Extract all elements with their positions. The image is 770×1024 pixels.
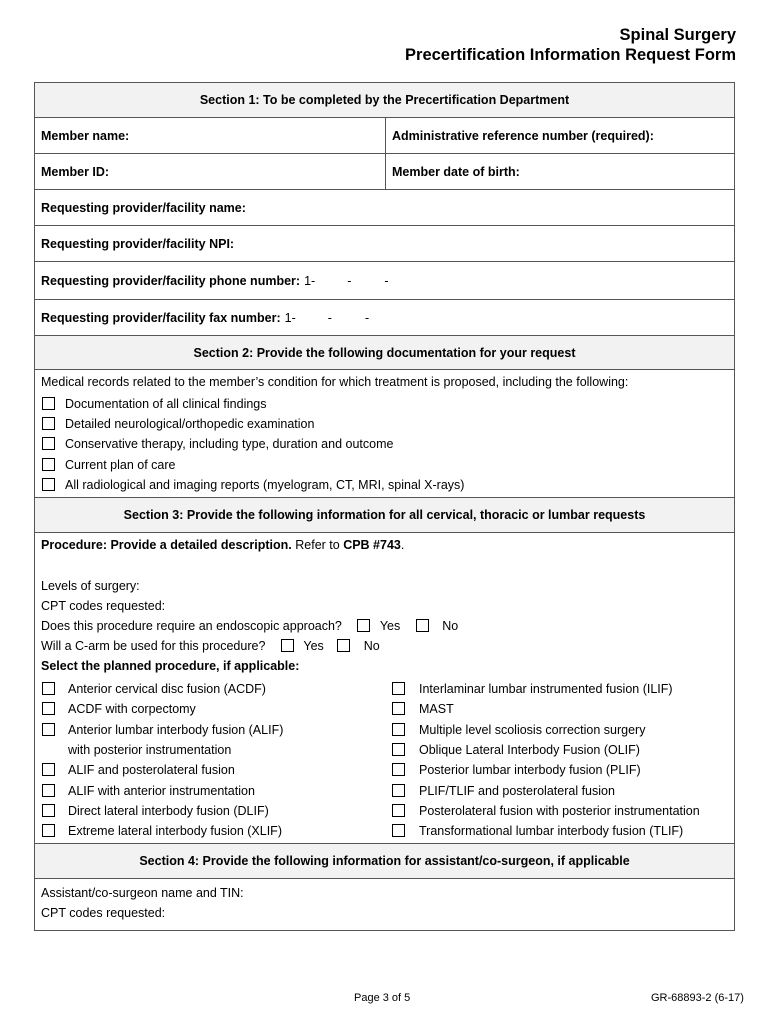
member-id-field[interactable] — [41, 154, 109, 189]
assistant-field[interactable] — [41, 885, 244, 901]
provider-name-field[interactable] — [35, 190, 734, 226]
cpt-label: CPT codes requested: — [41, 599, 166, 613]
section-3-body — [35, 533, 734, 844]
endoscopic-question — [41, 618, 458, 634]
checkbox[interactable] — [392, 682, 405, 695]
assistant-cpt-label: CPT codes requested: — [41, 906, 166, 920]
endoscopic-yes-checkbox[interactable] — [357, 619, 370, 632]
carm-no-checkbox[interactable] — [337, 639, 350, 652]
procedure-option[interactable] — [42, 722, 283, 738]
cpt-field[interactable] — [41, 598, 165, 614]
levels-field[interactable] — [41, 578, 140, 594]
procedure-description[interactable] — [41, 537, 404, 553]
section-4-body — [35, 879, 734, 931]
procedure-refer: Refer to — [291, 538, 344, 552]
page-number: Page 3 of 5 — [354, 992, 411, 1004]
documentation-intro: Medical records related to the member’s condition for which treatment is proposed, including the following: — [41, 375, 629, 389]
assistant-label: Assistant/co-surgeon name and TIN: — [41, 886, 244, 900]
procedure-option-label: MAST — [419, 702, 454, 716]
phone-field[interactable] — [35, 262, 734, 300]
doc-item-label: Current plan of care — [65, 458, 176, 472]
procedure-option-label: Multiple level scoliosis correction surgery — [419, 723, 646, 737]
procedure-option[interactable] — [392, 823, 683, 839]
member-id-label: Member ID: — [41, 164, 110, 179]
doc-item-label: Conservative therapy, including type, duration and outcome — [65, 437, 394, 451]
procedure-option-label: Interlaminar lumbar instrumented fusion (ILIF) — [419, 682, 673, 696]
checkbox[interactable] — [392, 804, 405, 817]
procedure-option[interactable] — [42, 701, 196, 717]
procedure-option-label: Anterior lumbar interbody fusion (ALIF) — [68, 723, 284, 737]
carm-question — [41, 638, 380, 654]
provider-npi-field[interactable] — [35, 226, 734, 262]
doc-item-label: Documentation of all clinical findings — [65, 397, 267, 411]
checkbox[interactable] — [42, 458, 55, 471]
procedure-option-label: ACDF with corpectomy — [68, 702, 196, 716]
fax-label: Requesting provider/facility fax number: — [41, 310, 281, 325]
procedure-option[interactable] — [42, 681, 266, 697]
procedure-option[interactable] — [392, 803, 700, 819]
member-name-field[interactable] — [41, 118, 129, 153]
procedure-option[interactable] — [392, 701, 454, 717]
provider-npi-label: Requesting provider/facility NPI: — [41, 236, 235, 251]
procedure-option-label: Anterior cervical disc fusion (ACDF) — [68, 682, 266, 696]
phone-prefix: 1- — [304, 273, 316, 288]
phone-dash-2: - — [384, 273, 389, 288]
doc-item-label: Detailed neurological/orthopedic examination — [65, 417, 315, 431]
member-id-row — [35, 154, 734, 190]
doc-item[interactable] — [42, 457, 175, 473]
procedure-bold: Procedure: Provide a detailed description. — [41, 538, 292, 552]
procedure-option-label: ALIF and posterolateral fusion — [68, 763, 235, 777]
procedure-option-label: Posterior lumbar interbody fusion (PLIF) — [419, 763, 641, 777]
divider — [385, 154, 386, 189]
phone-dash-1: - — [347, 273, 352, 288]
provider-name-label: Requesting provider/facility name: — [41, 200, 246, 215]
levels-label: Levels of surgery: — [41, 579, 140, 593]
section-4-heading — [35, 844, 734, 879]
checkbox[interactable] — [42, 723, 55, 736]
doc-item[interactable] — [42, 477, 464, 493]
fax-field[interactable] — [35, 300, 734, 336]
procedure-option[interactable] — [392, 681, 673, 697]
admin-ref-label: Administrative reference number (required): — [392, 128, 654, 143]
section-2-body — [35, 370, 734, 498]
fax-prefix: 1- — [284, 310, 296, 325]
checkbox[interactable] — [42, 397, 55, 410]
member-name-row — [35, 118, 734, 154]
yes-label: Yes — [379, 619, 401, 633]
checkbox[interactable] — [392, 784, 405, 797]
checkbox[interactable] — [42, 682, 55, 695]
checkbox[interactable] — [42, 478, 55, 491]
request-form — [34, 82, 735, 931]
cpb-reference: CPB #743 — [343, 538, 401, 552]
checkbox[interactable] — [42, 437, 55, 450]
doc-item-label: All radiological and imaging reports (myelogram, CT, MRI, spinal X-rays) — [65, 478, 465, 492]
member-name-label: Member name: — [41, 128, 130, 143]
procedure-option-label: ALIF with anterior instrumentation — [68, 784, 255, 798]
section-1-title: Section 1: To be completed by the Precertification Department — [199, 93, 570, 107]
doc-item[interactable] — [42, 396, 267, 412]
admin-ref-field[interactable] — [392, 118, 654, 153]
section-2-heading — [35, 336, 734, 370]
fax-dash-2: - — [364, 310, 370, 325]
dob-label: Member date of birth: — [392, 164, 520, 179]
checkbox[interactable] — [42, 824, 55, 837]
checkbox[interactable] — [392, 824, 405, 837]
checkbox[interactable] — [42, 417, 55, 430]
procedure-option[interactable] — [392, 742, 640, 758]
procedure-option[interactable] — [392, 783, 615, 799]
checkbox[interactable] — [392, 723, 405, 736]
phone-label: Requesting provider/facility phone number: — [41, 273, 301, 288]
procedure-option[interactable] — [42, 762, 235, 778]
procedure-option-label: PLIF/TLIF and posterolateral fusion — [419, 784, 615, 798]
checkbox[interactable] — [42, 763, 55, 776]
procedure-option[interactable] — [42, 803, 269, 819]
procedure-option-label: Transformational lumbar interbody fusion (TLIF) — [419, 824, 684, 838]
section-1-heading — [35, 83, 734, 118]
section-3-heading — [35, 498, 734, 533]
procedure-option-label: Extreme lateral interbody fusion (XLIF) — [68, 824, 282, 838]
no-label: No — [442, 619, 459, 633]
carm-label: Will a C-arm be used for this procedure? — [41, 639, 266, 653]
dob-field[interactable] — [392, 154, 520, 189]
carm-yes-checkbox[interactable] — [281, 639, 294, 652]
checkbox[interactable] — [392, 763, 405, 776]
procedure-option[interactable] — [392, 762, 641, 778]
checkbox[interactable] — [42, 784, 55, 797]
procedure-option[interactable] — [42, 823, 282, 839]
select-procedure-label: Select the planned procedure, if applicable: — [41, 659, 300, 673]
section-3-title: Section 3: Provide the following information for all cervical, thoracic or lumbar requests — [123, 508, 646, 522]
checkbox[interactable] — [42, 702, 55, 715]
endoscopic-label: Does this procedure require an endoscopic approach? — [41, 619, 342, 633]
assistant-cpt-field[interactable] — [41, 905, 165, 921]
form-title: Spinal Surgery — [619, 26, 736, 44]
section-4-title: Section 4: Provide the following information for assistant/co-surgeon, if applicable — [139, 854, 630, 868]
procedure-option[interactable] — [392, 722, 645, 738]
procedure-end: . — [400, 538, 405, 552]
procedure-option-continuation: with posterior instrumentation — [68, 743, 232, 757]
form-subtitle: Precertification Information Request Form — [405, 46, 736, 64]
checkbox[interactable] — [392, 743, 405, 756]
fax-dash-1: - — [327, 310, 332, 325]
procedure-option[interactable] — [42, 783, 255, 799]
checkbox[interactable] — [42, 804, 55, 817]
procedure-option-label: Oblique Lateral Interbody Fusion (OLIF) — [419, 743, 640, 757]
form-code: GR-68893-2 (6-17) — [651, 992, 744, 1004]
doc-item[interactable] — [42, 416, 314, 432]
doc-item[interactable] — [42, 436, 393, 452]
divider — [385, 118, 386, 153]
no-label: No — [363, 639, 380, 653]
procedure-option-label: Posterolateral fusion with posterior instrumentation — [419, 804, 700, 818]
section-2-title: Section 2: Provide the following documentation for your request — [193, 345, 576, 360]
yes-label: Yes — [303, 639, 324, 653]
procedure-option-label: Direct lateral interbody fusion (DLIF) — [68, 804, 269, 818]
endoscopic-no-checkbox[interactable] — [416, 619, 429, 632]
checkbox[interactable] — [392, 702, 405, 715]
